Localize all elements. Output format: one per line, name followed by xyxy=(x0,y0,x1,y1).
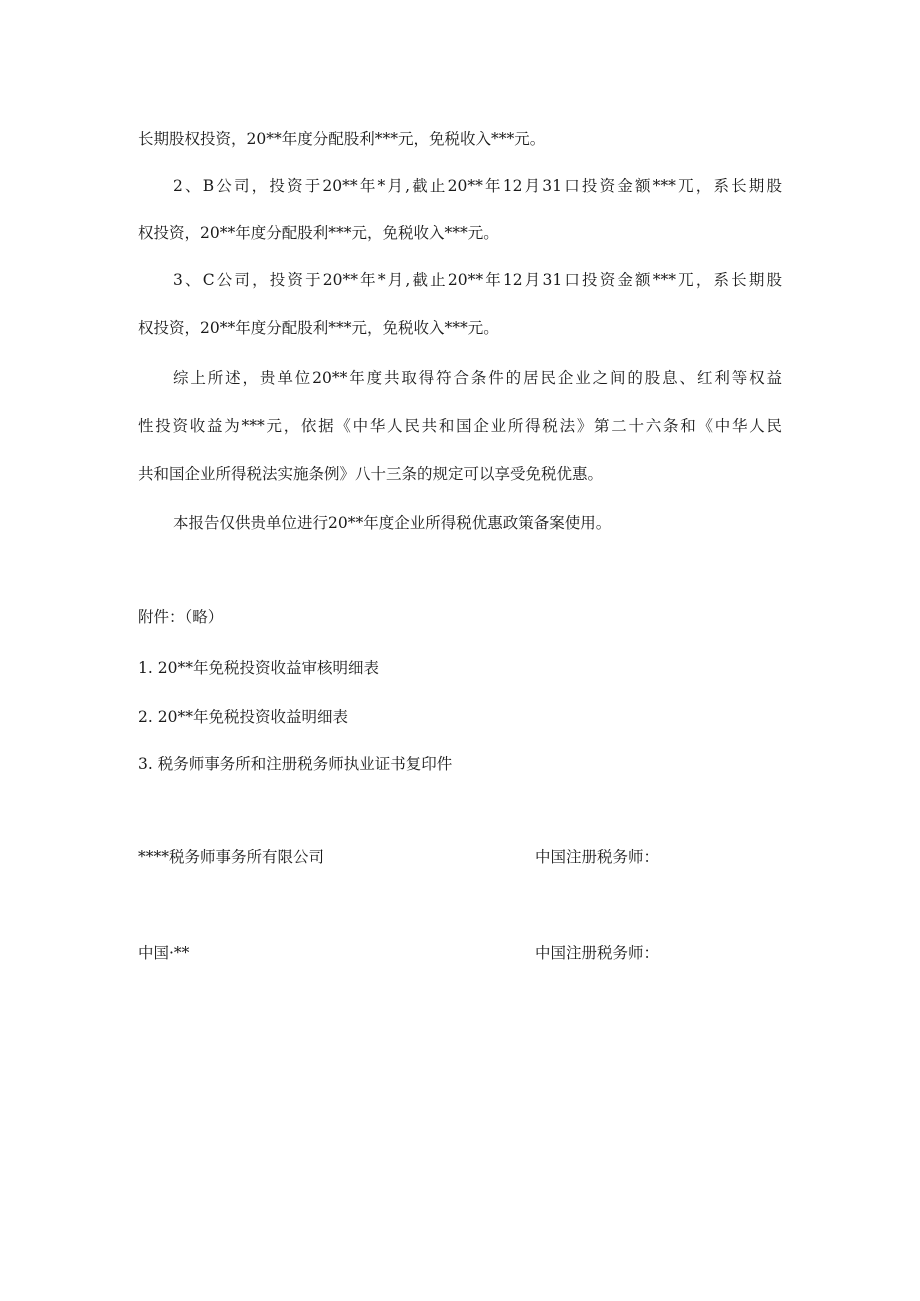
attachment-item: 1. 20**年免税投资收益审核明细表 xyxy=(138,659,379,677)
usage-note: 本报告仅供贵单位进行20**年度企业所得税优惠政策备案使用。 xyxy=(173,514,612,532)
summary-line-2: 性投资收益为***元，依据《中华人民共和国企业所得税法》第二十六条和《中华人民 xyxy=(138,417,782,435)
firm-name: ****税务师事务所有限公司 xyxy=(138,848,325,866)
tax-agent-label-1: 中国注册税务师： xyxy=(535,848,660,866)
summary-line-3: 共和国企业所得税法实施条例》八十三条的规定可以享受免税优惠。 xyxy=(138,465,604,483)
item-b-line-2: 权投资，20**年度分配股利***元，免税收入***元。 xyxy=(138,224,499,242)
attachment-item: 3. 税务师事务所和注册税务师执业证书复印件 xyxy=(138,755,453,773)
attachments-heading: 附件：（略） xyxy=(138,608,224,626)
summary-line-1: 综上所述，贵单位20**年度共取得符合条件的居民企业之间的股息、红利等权益 xyxy=(173,369,782,387)
attachment-item: 2. 20**年免税投资收益明细表 xyxy=(138,708,348,726)
location-line: 中国·** xyxy=(138,944,190,962)
item-c-line-2: 权投资，20**年度分配股利***元，免税收入***元。 xyxy=(138,319,499,337)
tax-agent-label-2: 中国注册税务师： xyxy=(535,944,660,962)
item-c-line-1: 3、C公司，投资于20**年*月,截止20**年12月31口投资金额***兀，系长期股 xyxy=(173,271,782,289)
item-b-line-1: 2、B公司，投资于20**年*月,截止20**年12月31口投资金额***兀，系长期股 xyxy=(173,177,782,195)
paragraph-line: 长期股权投资，20**年度分配股利***元，免税收入***元。 xyxy=(138,130,546,148)
